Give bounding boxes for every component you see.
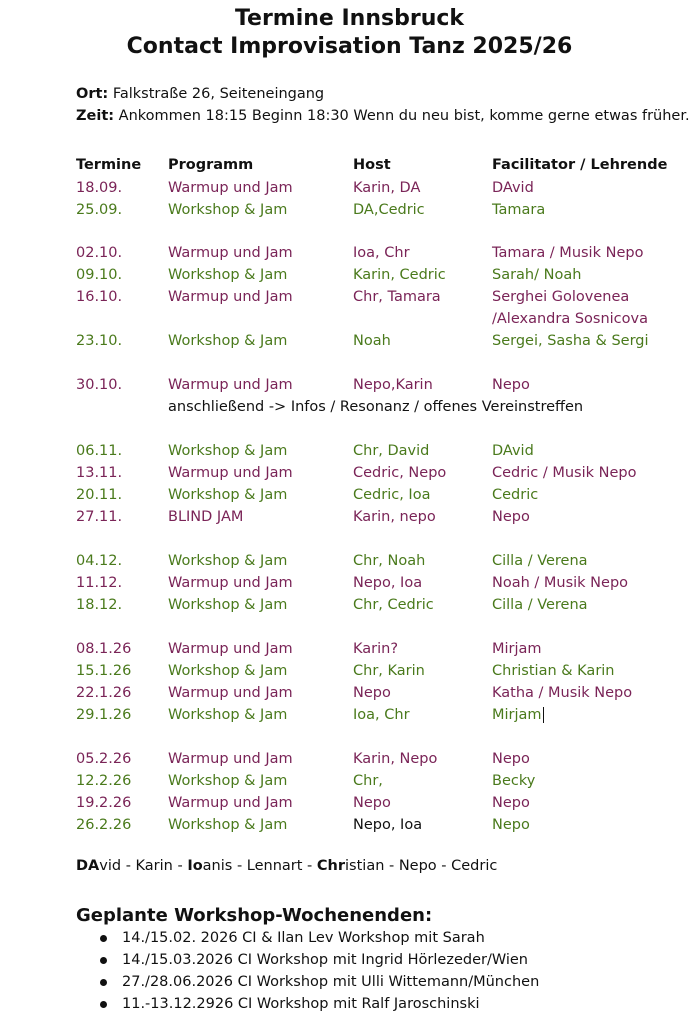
note-30-10: anschließend -> Infos / Resonanz / offenes Vereinstreffen (168, 399, 584, 415)
row-date: 23.10. (76, 333, 123, 349)
row-facilitator: Serghei Golovenea (492, 289, 630, 305)
row-date: 29.1.26 (76, 707, 132, 723)
row-date: 19.2.26 (76, 795, 132, 811)
row-program: Workshop & Jam (168, 202, 288, 218)
row-host: Karin, Cedric (353, 267, 446, 283)
workshop-item (0, 930, 699, 952)
name-rest-1: vid - Karin - (99, 858, 188, 874)
row-facilitator: /Alexandra Sosnicova (492, 311, 648, 327)
table-row (0, 597, 699, 619)
row-host: Chr, David (353, 443, 430, 459)
row-date: 30.10. (76, 377, 123, 393)
row-facilitator: Mirjam (492, 641, 542, 657)
table-row (0, 795, 699, 817)
table-row (0, 641, 699, 663)
row-date: 18.12. (76, 597, 123, 613)
row-program: Workshop & Jam (168, 487, 288, 503)
row-facilitator: Cedric / Musik Nepo (492, 465, 637, 481)
row-program: Warmup und Jam (168, 751, 293, 767)
table-row (0, 575, 699, 597)
row-host: Cedric, Nepo (353, 465, 447, 481)
row-date: 13.11. (76, 465, 123, 481)
row-facilitator: Nepo (492, 377, 530, 393)
row-facilitator: Cilla / Verena (492, 597, 588, 613)
name-rest-2: anis - Lennart - (202, 858, 317, 874)
row-host: Chr, Tamara (353, 289, 441, 305)
row-date: 04.12. (76, 553, 123, 569)
row-host: Chr, Noah (353, 553, 426, 569)
time-value: Ankommen 18:15 Beginn 18:30 Wenn du neu bist, komme gerne etwas früher. (114, 108, 690, 124)
row-facilitator: Noah / Musik Nepo (492, 575, 629, 591)
header-host: Host (353, 157, 391, 173)
row-host: Nepo (353, 795, 391, 811)
row-date: 27.11. (76, 509, 123, 525)
row-facilitator: Cilla / Verena (492, 553, 588, 569)
table-row (0, 817, 699, 839)
workshop-item-text: 11.-13.12.2926 CI Workshop mit Ralf Jaroschinski (122, 996, 480, 1012)
row-facilitator: Nepo (492, 795, 530, 811)
row-facilitator: DAvid (492, 180, 534, 196)
table-row (0, 202, 699, 224)
name-bold-2: Io (187, 858, 203, 874)
row-host: Nepo, Ioa (353, 817, 423, 833)
row-host: Chr, (353, 773, 383, 789)
workshop-item-text: 14./15.03.2026 CI Workshop mit Ingrid Hörlezeder/Wien (122, 952, 528, 968)
row-host: Chr, Cedric (353, 597, 434, 613)
row-host: Noah (353, 333, 391, 349)
table-row (0, 751, 699, 773)
row-date: 05.2.26 (76, 751, 132, 767)
row-date: 02.10. (76, 245, 123, 261)
row-host: Karin, Nepo (353, 751, 438, 767)
row-facilitator: Christian & Karin (492, 663, 615, 679)
name-rest-3: istian - Nepo - Cedric (345, 858, 498, 874)
row-facilitator: DAvid (492, 443, 534, 459)
bullet-icon (100, 1001, 107, 1008)
time-label: Zeit: (76, 108, 115, 124)
row-host: Cedric, Ioa (353, 487, 431, 503)
table-row (0, 465, 699, 487)
table-row (0, 685, 699, 707)
header-termine: Termine (76, 157, 142, 173)
bullet-icon (100, 935, 107, 942)
bullet-icon (100, 979, 107, 986)
row-program: Warmup und Jam (168, 795, 293, 811)
row-date: 26.2.26 (76, 817, 132, 833)
row-program: Workshop & Jam (168, 817, 288, 833)
title-line-2: Contact Improvisation Tanz 2025/26 (126, 34, 573, 59)
time-line (76, 108, 690, 124)
row-date: 09.10. (76, 267, 123, 283)
table-row (0, 245, 699, 267)
row-program: Workshop & Jam (168, 443, 288, 459)
row-date: 11.12. (76, 575, 123, 591)
row-date: 15.1.26 (76, 663, 132, 679)
row-facilitator: Cedric (492, 487, 539, 503)
row-host: DA,Cedric (353, 202, 425, 218)
table-row (0, 267, 699, 289)
table-row (0, 509, 699, 531)
row-date: 18.09. (76, 180, 123, 196)
table-row (0, 553, 699, 575)
table-row (0, 443, 699, 465)
title-line-1: Termine Innsbruck (234, 6, 465, 31)
table-row (0, 180, 699, 202)
row-program: Warmup und Jam (168, 377, 293, 393)
row-program: Warmup und Jam (168, 289, 293, 305)
table-row (0, 333, 699, 355)
table-row (0, 289, 699, 311)
row-date: 06.11. (76, 443, 123, 459)
row-date: 22.1.26 (76, 685, 132, 701)
workshop-item (0, 996, 699, 1018)
row-facilitator: Katha / Musik Nepo (492, 685, 633, 701)
row-program: Warmup und Jam (168, 465, 293, 481)
row-program: Warmup und Jam (168, 685, 293, 701)
header-programm: Programm (168, 157, 254, 173)
row-facilitator: Tamara (492, 202, 546, 218)
row-host: Karin, DA (353, 180, 421, 196)
table-row (0, 487, 699, 509)
names-line (76, 858, 497, 874)
row-program: BLIND JAM (168, 509, 244, 525)
row-program: Workshop & Jam (168, 707, 288, 723)
workshop-item-text: 14./15.02. 2026 CI & Ilan Lev Workshop mit Sarah (122, 930, 485, 946)
row-facilitator: Becky (492, 773, 536, 789)
workshop-item-text: 27./28.06.2026 CI Workshop mit Ulli Wittemann/München (122, 974, 540, 990)
location-label: Ort: (76, 86, 109, 102)
row-date: 20.11. (76, 487, 123, 503)
row-program: Workshop & Jam (168, 553, 288, 569)
row-date: 16.10. (76, 289, 123, 305)
header-facilitator: Facilitator / Lehrende (492, 157, 668, 173)
row-facilitator: Mirjam (492, 707, 542, 723)
bullet-icon (100, 957, 107, 964)
row-facilitator: Nepo (492, 509, 530, 525)
row-host: Karin? (353, 641, 399, 657)
table-header (0, 157, 699, 179)
row-host: Chr, Karin (353, 663, 425, 679)
row-program: Warmup und Jam (168, 575, 293, 591)
workshops-heading: Geplante Workshop-Wochenenden: (76, 905, 433, 926)
row-program: Workshop & Jam (168, 597, 288, 613)
row-program: Warmup und Jam (168, 641, 293, 657)
row-facilitator: Nepo (492, 751, 530, 767)
row-date: 25.09. (76, 202, 123, 218)
row-date: 08.1.26 (76, 641, 132, 657)
row-facilitator: Sergei, Sasha & Sergi (492, 333, 649, 349)
row-program: Warmup und Jam (168, 245, 293, 261)
location-line (76, 86, 324, 102)
name-bold-1: DA (76, 858, 100, 874)
text-cursor (543, 707, 544, 723)
table-row (0, 663, 699, 685)
location-value: Falkstraße 26, Seiteneingang (108, 86, 325, 102)
row-facilitator: Sarah/ Noah (492, 267, 582, 283)
row-host: Karin, nepo (353, 509, 436, 525)
name-bold-3: Chr (316, 858, 346, 874)
row-program: Workshop & Jam (168, 773, 288, 789)
row-host: Nepo, Ioa (353, 575, 423, 591)
row-facilitator: Tamara / Musik Nepo (492, 245, 644, 261)
workshop-item (0, 952, 699, 974)
table-row (0, 311, 699, 333)
row-program: Workshop & Jam (168, 663, 288, 679)
row-program: Workshop & Jam (168, 333, 288, 349)
row-host: Nepo,Karin (353, 377, 433, 393)
row-program: Workshop & Jam (168, 267, 288, 283)
row-program: Warmup und Jam (168, 180, 293, 196)
workshop-item (0, 974, 699, 996)
table-row (0, 707, 699, 729)
row-date: 12.2.26 (76, 773, 132, 789)
row-facilitator: Nepo (492, 817, 530, 833)
row-host: Ioa, Chr (353, 707, 410, 723)
row-host: Nepo (353, 685, 391, 701)
row-host: Ioa, Chr (353, 245, 410, 261)
table-row (0, 377, 699, 399)
table-row (0, 773, 699, 795)
